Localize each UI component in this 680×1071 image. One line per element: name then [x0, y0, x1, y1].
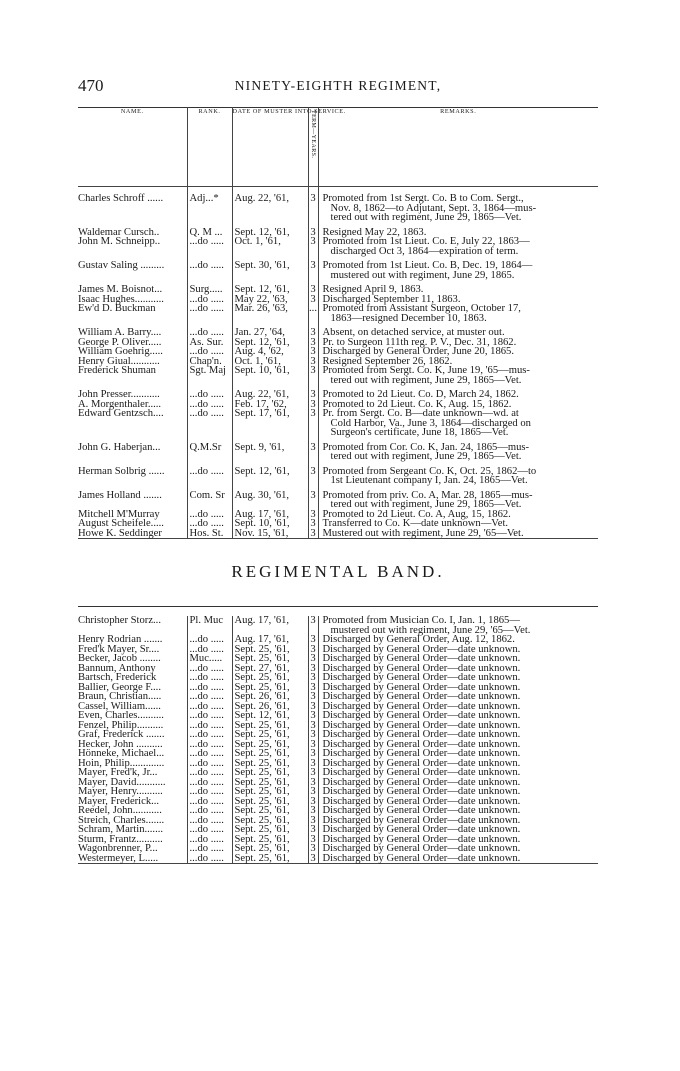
term-years: 3 — [308, 194, 318, 223]
band-roster-body — [78, 616, 598, 864]
remarks-cell — [318, 194, 598, 223]
member-name: Isaac Hughes........... — [78, 293, 164, 305]
column-header-rank: RANK. — [187, 108, 232, 187]
term-years: 3 — [308, 390, 318, 400]
remark-line: tered out with regiment, June 29, 1865—Vet. — [330, 451, 522, 462]
member-rank: ...do ..... — [187, 683, 232, 693]
member-rank: ...do ..... — [187, 390, 232, 400]
term-years: 3 — [308, 749, 318, 759]
muster-date: Sept. 26, '61, — [232, 702, 308, 712]
remark-line: Pr. to Surgeon 111th reg. P. V., Dec. 31, 1862. — [322, 336, 517, 348]
member-name: A. Morgenthaler..... — [78, 398, 162, 410]
muster-date: Mar. 26, '63, — [232, 304, 308, 323]
remark-line: Discharged by General Order—date unknown. — [322, 852, 521, 864]
term-years: 3 — [308, 778, 318, 788]
member-name: Howe K. Seddinger — [78, 527, 162, 539]
muster-date: Oct. 1, '61, — [232, 357, 308, 367]
roster-row — [78, 491, 598, 510]
remark-line: Discharged by General Order—date unknown. — [322, 729, 521, 740]
remark-line: Discharged by General Order—date unknown. — [322, 767, 521, 778]
remark-line: Discharged by General Order—date unknown. — [322, 662, 521, 674]
term-years: 3 — [308, 366, 318, 385]
member-name: Streich, Charles....... — [78, 814, 165, 826]
muster-date: Feb. 17, '62, — [232, 400, 308, 410]
remark-line: Discharged by General Order—date unknown. — [322, 814, 521, 826]
member-name: Fred'k Mayer, Sr.... — [78, 643, 160, 655]
column-header-term-label: TERM—YEARS. — [310, 110, 316, 159]
remarks-cell — [318, 237, 598, 256]
muster-date: Sept. 25, '61, — [232, 759, 308, 769]
running-head: NINETY-EIGHTH REGIMENT, — [234, 78, 442, 93]
term-years: 3 — [308, 347, 318, 357]
roster-row — [78, 194, 598, 223]
member-rank: ...do ..... — [187, 519, 232, 529]
remark-line: Transferred to Co. K—date unknown—Vet. — [322, 518, 509, 529]
member-rank: ...do ..... — [187, 347, 232, 357]
muster-date: Sept. 25, '61, — [232, 835, 308, 845]
remark-line: Promoted from Cor. Co. K, Jan. 24, 1865—mus- — [322, 441, 530, 453]
member-name: Sturm, Frantz.......... — [78, 833, 163, 845]
muster-date: Jan. 27, '64, — [232, 328, 308, 338]
member-name: William A. Barry.... — [78, 327, 162, 338]
member-rank: ...do ..... — [187, 730, 232, 740]
remark-line: Discharged by General Order—date unknown. — [322, 795, 521, 807]
member-name: William Goehrig..... — [78, 346, 163, 357]
remarks-cell — [318, 443, 598, 462]
muster-date: Sept. 25, '61, — [232, 778, 308, 788]
remarks-cell — [318, 616, 598, 635]
remark-line: tered out with regiment, June 29, 1865—Vet. — [330, 499, 522, 510]
remarks-cell — [318, 366, 598, 385]
member-name: Reedel, John........... — [78, 805, 162, 816]
term-years: 3 — [308, 711, 318, 721]
muster-date: Sept. 12, '61, — [232, 228, 308, 238]
term-years: 3 — [308, 228, 318, 238]
member-rank: ...do ..... — [187, 721, 232, 731]
muster-date: Sept. 25, '61, — [232, 645, 308, 655]
term-years: 3 — [308, 692, 318, 702]
member-rank: ...do ..... — [187, 261, 232, 280]
member-rank: ...do ..... — [187, 778, 232, 788]
remark-line: Discharged by General Order—date unknown. — [322, 805, 521, 816]
column-header-row — [78, 108, 598, 187]
band-section-title: REGIMENTAL BAND. — [231, 562, 445, 581]
roster-row — [78, 261, 598, 280]
muster-date: Sept. 25, '61, — [232, 683, 308, 693]
column-header-term — [308, 108, 318, 187]
muster-date: Sept. 25, '61, — [232, 730, 308, 740]
member-name: Cassel, William...... — [78, 700, 161, 712]
remark-line: Discharged by General Order—date unknown. — [322, 700, 521, 712]
remark-line: Promoted from priv. Co. A, Mar. 28, 1865—mus- — [322, 489, 533, 501]
remark-line: Promoted to 2d Lieut. Co. D, March 24, 1862. — [322, 389, 519, 400]
member-rank: ...do ..... — [187, 711, 232, 721]
member-name: Hecker, John .......... — [78, 738, 163, 750]
member-name: Ballier, George F.... — [78, 681, 161, 693]
muster-date: Sept. 25, '61, — [232, 787, 308, 797]
muster-date: Sept. 27, '61, — [232, 664, 308, 674]
remark-line: Promoted from Musician Co. I, Jan. 1, 1865— — [322, 615, 520, 626]
term-years: 3 — [308, 806, 318, 816]
roster-row — [78, 467, 598, 486]
member-name: August Scheifele..... — [78, 518, 164, 529]
remarks-cell — [318, 529, 598, 539]
remark-line: Promoted to 2d Lieut. Co. A, Aug, 15, 1862. — [322, 508, 511, 520]
page-header — [78, 76, 598, 100]
member-name: Mayer, Fred'k, Jr... — [78, 767, 158, 778]
roster-row — [78, 237, 598, 256]
muster-date: Sept. 25, '61, — [232, 816, 308, 826]
term-years: 3 — [308, 261, 318, 280]
remark-line: Discharged by General Order—date unknown. — [322, 824, 521, 835]
term-years: 3 — [308, 400, 318, 410]
remark-line: Discharged by General Order—date unknown. — [322, 719, 521, 731]
term-years: 3 — [308, 357, 318, 367]
remark-line: Promoted from Assistant Surgeon, October 17, — [322, 303, 521, 314]
muster-date: Sept. 25, '61, — [232, 844, 308, 854]
muster-date: Aug. 30, '61, — [232, 491, 308, 510]
member-rank: ...do ..... — [187, 673, 232, 683]
term-years: 3 — [308, 285, 318, 295]
member-rank: ...do ..... — [187, 304, 232, 323]
remark-line: tered out with regiment, June 29, 1865—Vet. — [330, 212, 522, 223]
remark-line: Pr. from Sergt. Co. B—date unknown—wd. at — [322, 408, 519, 419]
remark-line: Resigned April 9, 1863. — [322, 284, 424, 295]
member-rank: ...do ..... — [187, 768, 232, 778]
remark-line: Resigned May 22, 1863. — [322, 226, 427, 238]
member-rank: ...do ..... — [187, 787, 232, 797]
remark-line: tered out with regiment, June 29, 1865—Vet. — [330, 374, 522, 386]
member-rank: Hos. St. — [187, 529, 232, 539]
member-rank: ...do ..... — [187, 844, 232, 854]
member-name: Becker, Jacob ........ — [78, 653, 161, 664]
term-years: 3 — [308, 768, 318, 778]
remark-line: Discharged by General Order—date unknown. — [322, 710, 521, 721]
term-years: 3 — [308, 645, 318, 655]
muster-date: Sept. 25, '61, — [232, 797, 308, 807]
member-name: Frederick Shuman — [78, 365, 156, 376]
remark-line: Resigned September 26, 1862. — [322, 355, 453, 367]
member-name: Wagonbrenner, P... — [78, 843, 158, 854]
muster-date: Sept. 10, '61, — [232, 519, 308, 529]
member-rank: ...do ..... — [187, 740, 232, 750]
member-name: George P. Oliver..... — [78, 336, 162, 348]
member-name: John M. Schneipp.. — [78, 236, 161, 247]
term-years: 3 — [308, 635, 318, 645]
muster-date: Sept. 25, '61, — [232, 654, 308, 664]
member-name: John Presser........... — [78, 389, 160, 400]
term-years: 3 — [308, 510, 318, 520]
member-rank: Com. Sr — [187, 491, 232, 510]
roster-row — [78, 529, 598, 539]
term-years: 3 — [308, 295, 318, 305]
member-rank: ...do ..... — [187, 645, 232, 655]
muster-date: Sept. 10, '61, — [232, 366, 308, 385]
member-name: Gustav Saling ......... — [78, 260, 165, 271]
remark-line: Discharged by General Order—date unknown. — [322, 738, 521, 750]
member-rank: Chap'n. — [187, 357, 232, 367]
member-rank: Sgt. Maj — [187, 366, 232, 385]
muster-date: Sept. 12, '61, — [232, 338, 308, 348]
member-rank: ...do ..... — [187, 295, 232, 305]
member-rank: ...do ..... — [187, 692, 232, 702]
muster-date: Sept. 12, '61, — [232, 711, 308, 721]
term-years: 3 — [308, 237, 318, 256]
term-years: 3 — [308, 825, 318, 835]
member-name: Ew'd D. Buckman — [78, 303, 156, 314]
member-rank: ...do ..... — [187, 797, 232, 807]
member-name: Charles Schroff ...... — [78, 193, 164, 204]
member-rank: ...do ..... — [187, 806, 232, 816]
remark-line: 1st Lieutenant company I, Jan. 24, 1865—Vet. — [330, 475, 528, 486]
remarks-cell — [318, 409, 598, 438]
muster-date: Sept. 25, '61, — [232, 768, 308, 778]
member-name: Christopher Storz... — [78, 615, 161, 626]
member-name: Even, Charles.......... — [78, 710, 164, 721]
member-name: Edward Gentzsch.... — [78, 408, 164, 419]
member-rank: ...do ..... — [187, 328, 232, 338]
remarks-cell — [318, 304, 598, 323]
roster-row — [78, 616, 598, 635]
member-name: Mitchell M'Murray — [78, 508, 160, 520]
muster-date: Sept. 17, '61, — [232, 409, 308, 438]
member-rank: Q.M.Sr — [187, 443, 232, 462]
muster-date: Aug. 17, '61, — [232, 616, 308, 635]
remark-line: mustered out with regiment, June 29, '65—Vet. — [330, 624, 531, 636]
muster-date: Aug. 17, '61, — [232, 635, 308, 645]
muster-date: Sept. 12, '61, — [232, 285, 308, 295]
member-rank: ...do ..... — [187, 510, 232, 520]
term-years: 3 — [308, 338, 318, 348]
term-years: 3 — [308, 702, 318, 712]
term-years: 3 — [308, 816, 318, 826]
roster-row — [78, 854, 598, 864]
term-years: 3 — [308, 519, 318, 529]
muster-date: Sept. 25, '61, — [232, 806, 308, 816]
muster-date: Aug. 22, '61, — [232, 390, 308, 400]
term-years: 3 — [308, 854, 318, 864]
member-rank: Q. M ... — [187, 228, 232, 238]
muster-date: Sept. 25, '61, — [232, 673, 308, 683]
member-name: Mayer, David........... — [78, 776, 166, 788]
column-header-date: DATE OF MUSTER INTO SERVICE. — [232, 108, 308, 187]
member-name: James Holland ....... — [78, 489, 162, 501]
member-rank: ...do ..... — [187, 237, 232, 256]
muster-date: Aug. 4, '62, — [232, 347, 308, 357]
muster-date: Sept. 25, '61, — [232, 721, 308, 731]
member-name: John G. Haberjan... — [78, 441, 161, 453]
member-rank: Pl. Muc — [187, 616, 232, 635]
term-years: ... — [308, 304, 318, 323]
remark-line: Discharged by General Order—date unknown. — [322, 843, 521, 854]
remark-line: Promoted from 1st Sergt. Co. B to Com. Sergt., — [322, 193, 524, 204]
member-name: Schram, Martin....... — [78, 824, 164, 835]
term-years: 3 — [308, 683, 318, 693]
remark-line: Discharged by General Order—date unknown. — [322, 691, 521, 702]
member-rank: Muc..... — [187, 654, 232, 664]
member-rank: Adj...* — [187, 194, 232, 223]
remark-line: Nov. 8, 1862—to Adjutant, Sept. 3, 1864—mus- — [330, 202, 537, 214]
member-rank: ...do ..... — [187, 854, 232, 864]
remarks-cell — [318, 467, 598, 486]
remark-line: 1863—resigned December 10, 1863. — [330, 312, 487, 324]
muster-date: May 22, '63, — [232, 295, 308, 305]
remark-line: Discharged by General Order—date unknown. — [322, 776, 521, 788]
member-rank: ...do ..... — [187, 467, 232, 486]
page-number: 470 — [78, 76, 104, 95]
member-rank: ...do ..... — [187, 664, 232, 674]
member-rank: As. Sur. — [187, 338, 232, 348]
muster-date: Sept. 12, '61, — [232, 467, 308, 486]
band-roster-table — [78, 616, 598, 864]
remark-line: Discharged by General Order—date unknown. — [322, 672, 521, 683]
muster-date: Aug. 22, '61, — [232, 194, 308, 223]
muster-date: Sept. 25, '61, — [232, 740, 308, 750]
remark-line: Discharged by General Order—date unknown. — [322, 748, 521, 759]
officers-roster-body — [78, 187, 598, 539]
muster-date: Sept. 26, '61, — [232, 692, 308, 702]
term-years: 3 — [308, 443, 318, 462]
remark-line: mustered out with regiment, June 29, 1865. — [330, 269, 515, 281]
muster-date: Sept. 30, '61, — [232, 261, 308, 280]
member-name: Fenzel, Philip.......... — [78, 719, 164, 731]
member-name: James M. Boisnot... — [78, 284, 163, 295]
term-years: 3 — [308, 740, 318, 750]
remark-line: Discharged by General Order—date unknown. — [322, 681, 521, 693]
member-name: Mayer, Henry.......... — [78, 786, 163, 797]
term-years: 3 — [308, 409, 318, 438]
member-name: Bannum, Anthony — [78, 662, 156, 674]
member-rank: ...do ..... — [187, 835, 232, 845]
remark-line: Discharged September 11, 1863. — [322, 293, 461, 305]
remark-line: discharged Oct 3, 1864—expiration of term. — [330, 245, 519, 257]
member-rank: ...do ..... — [187, 825, 232, 835]
remark-line: Promoted from Sergt. Co. K, June 19, '65—mus- — [322, 365, 530, 376]
member-name: Hönneke, Michael... — [78, 748, 165, 759]
remark-line: Discharged by General Order—date unknown. — [322, 786, 521, 797]
muster-date: Sept. 25, '61, — [232, 854, 308, 864]
member-name: Graf, Frederick ....... — [78, 729, 165, 740]
remark-line: Cold Harbor, Va., June 3, 1864—discharged on — [330, 417, 531, 429]
remarks-cell — [318, 261, 598, 280]
term-years: 3 — [308, 673, 318, 683]
member-rank: ...do ..... — [187, 702, 232, 712]
remark-line: Surgeon's certificate, June 18, 1865—Vet. — [330, 427, 509, 438]
term-years: 3 — [308, 787, 318, 797]
member-name: Henry Giual........... — [78, 355, 160, 367]
remark-line: Promoted from Sergeant Co. K, Oct. 25, 1862—to — [322, 465, 537, 477]
muster-date: Oct. 1, '61, — [232, 237, 308, 256]
muster-date: Sept. 9, '61, — [232, 443, 308, 462]
remark-line: Discharged by General Order—date unknown. — [322, 757, 521, 769]
remark-line: Discharged by General Order—date unknown. — [322, 643, 521, 655]
remark-line: Promoted from 1st Lieut. Co. E, July 22, 1863— — [322, 236, 530, 247]
term-years: 3 — [308, 721, 318, 731]
term-years: 3 — [308, 491, 318, 510]
remark-line: Absent, on detached service, at muster out. — [322, 327, 505, 338]
officers-roster-table — [78, 107, 598, 539]
remark-line: Mustered out with regiment, June 29, '65—Vet. — [322, 527, 524, 539]
term-years: 3 — [308, 328, 318, 338]
member-name: Herman Solbrig ...... — [78, 465, 165, 477]
term-years: 3 — [308, 835, 318, 845]
term-years: 3 — [308, 664, 318, 674]
term-years: 3 — [308, 730, 318, 740]
member-rank: ...do ..... — [187, 749, 232, 759]
member-name: Waldemar Cursch.. — [78, 226, 160, 238]
remark-line: Discharged by General Order, Aug. 12, 1862. — [322, 634, 515, 645]
member-rank: Surg..... — [187, 285, 232, 295]
band-top-rule — [78, 606, 598, 607]
muster-date: Sept. 25, '61, — [232, 749, 308, 759]
muster-date: Aug. 17, '61, — [232, 510, 308, 520]
column-header-name: NAME. — [120, 108, 144, 115]
member-name: Braun, Christian..... — [78, 691, 162, 702]
remarks-cell — [318, 854, 598, 864]
member-name: Westermeyer, L..... — [78, 852, 159, 864]
member-name: Bartsch, Frederick — [78, 672, 157, 683]
term-years: 3 — [308, 844, 318, 854]
remark-line: Discharged by General Order—date unknown. — [322, 653, 521, 664]
remark-line: Promoted from 1st Lieut. Co. B, Dec. 19, 1864— — [322, 260, 533, 271]
member-name: Henry Rodrian ....... — [78, 634, 163, 645]
roster-row — [78, 443, 598, 462]
column-header-remarks: REMARKS. — [318, 108, 598, 187]
member-name: Hoin, Philip............. — [78, 757, 165, 769]
roster-row — [78, 409, 598, 438]
roster-row — [78, 366, 598, 385]
member-rank: ...do ..... — [187, 816, 232, 826]
member-rank: ...do ..... — [187, 635, 232, 645]
remark-line: Promoted to 2d Lieut. Co. K, Aug. 15, 1862. — [322, 398, 512, 410]
term-years: 3 — [308, 467, 318, 486]
roster-row — [78, 304, 598, 323]
member-name: Mayer, Frederick... — [78, 795, 160, 807]
term-years: 3 — [308, 797, 318, 807]
term-years: 3 — [308, 529, 318, 539]
remark-line: Discharged by General Order—date unknown. — [322, 833, 521, 845]
muster-date: Nov. 15, '61, — [232, 529, 308, 539]
term-years: 3 — [308, 616, 318, 635]
muster-date: Sept. 25, '61, — [232, 825, 308, 835]
remarks-cell — [318, 491, 598, 510]
member-rank: ...do ..... — [187, 400, 232, 410]
term-years: 3 — [308, 654, 318, 664]
remark-line: Discharged by General Order, June 20, 1865. — [322, 346, 514, 357]
term-years: 3 — [308, 759, 318, 769]
member-rank: ...do ..... — [187, 759, 232, 769]
member-rank: ...do ..... — [187, 409, 232, 438]
